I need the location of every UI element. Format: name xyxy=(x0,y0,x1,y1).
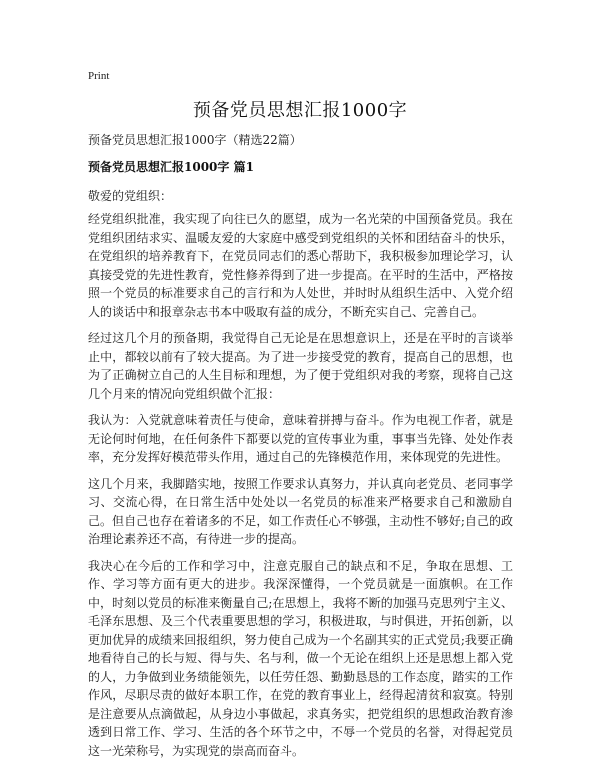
document-subtitle: 预备党员思想汇报1000字（精选22篇） xyxy=(88,133,302,147)
paragraph-3: 我认为：入党就意味着责任与使命，意味着拼搏与奋斗。作为电视工作者，就是无论何时何地，在任何条件下都要以党的宣传事业为重，事事当先锋、处处作表率，充分发挥好模范带头作用，通过自己的先锋模范作用，来体现党的先进性。 xyxy=(88,413,513,464)
section-heading: 预备党员思想汇报1000字 篇1 xyxy=(88,160,254,174)
paragraph-4: 这几个月来，我脚踏实地，按照工作要求认真努力，并认真向老党员、老同事学习、交流心得，在日常生活中处处以一名党员的标准来严格要求自己和激励自己。但自己也存在着诸多的不足，如工作责任心不够强，主动性不够好;自己的政治理论素养还不高，有待进一步的提高。 xyxy=(88,476,513,546)
greeting-line: 敬爱的党组织： xyxy=(88,189,173,203)
print-label: Print xyxy=(88,70,110,82)
paragraph-5: 我决心在今后的工作和学习中，注意克服自己的缺点和不足，争取在思想、工作、学习等方面有更大的进步。我深深懂得，一个党员就是一面旗帜。在工作中，时刻以党员的标准来衡量自己;在思想上，我将不断的加强马克思列宁主义、毛泽东思想、及三个代表重要思想的学习，积极进取，与时俱进，开拓创新，以更加优异的成绩来回报组织，努力使自己成为一个名副其实的正式党员;我要正确地看待自己的长与短、得与失、名与利，做一个无论在组织上还是思想上都入党的人，力争做到业务绩能领先，以任劳任怨、勤勤恳恳的工作态度，踏实的工作作风，尽职尽责的做好本职工作，在党的教育事业上，经得起清贫和寂寞。特别是注意要从点滴做起，从身边小事做起，求真务实，把党组织的思想政治教育渗透到日常工作、学习、生活的各个环节之中，不辱一个党员的名誉，对得起党员这一光荣称号，为实现党的崇高而奋斗。 xyxy=(88,558,513,758)
body-text xyxy=(88,210,513,768)
page-title: 预备党员思想汇报1000字 xyxy=(192,100,408,121)
paragraph-2: 经过这几个月的预备期，我觉得自己无论是在思想意识上，还是在平时的言谈举止中，都较以前有了较大提高。为了进一步接受党的教育，提高自己的思想，也为了正确树立自己的人生目标和理想，为了便于党组织对我的考察，现将自己这几个月来的情况向党组织做个汇报： xyxy=(88,331,513,401)
paragraph-1: 经党组织批准，我实现了向往已久的愿望，成为一名光荣的中国预备党员。我在党组织团结求实、温暖友爱的大家庭中感受到党组织的关怀和团结奋斗的快乐，在党组织的培养教育下，在党员同志们的悉心帮助下，我积极参加理论学习，认真接受党的先进性教育，党性修养得到了进一步提高。在平时的生活中，严格按照一个党员的标准要求自己的言行和为人处世，并时时从组织生活中、入党介绍人的谈话中和报章杂志书本中吸取有益的成分，不断充实自己、完善自己。 xyxy=(88,212,513,319)
